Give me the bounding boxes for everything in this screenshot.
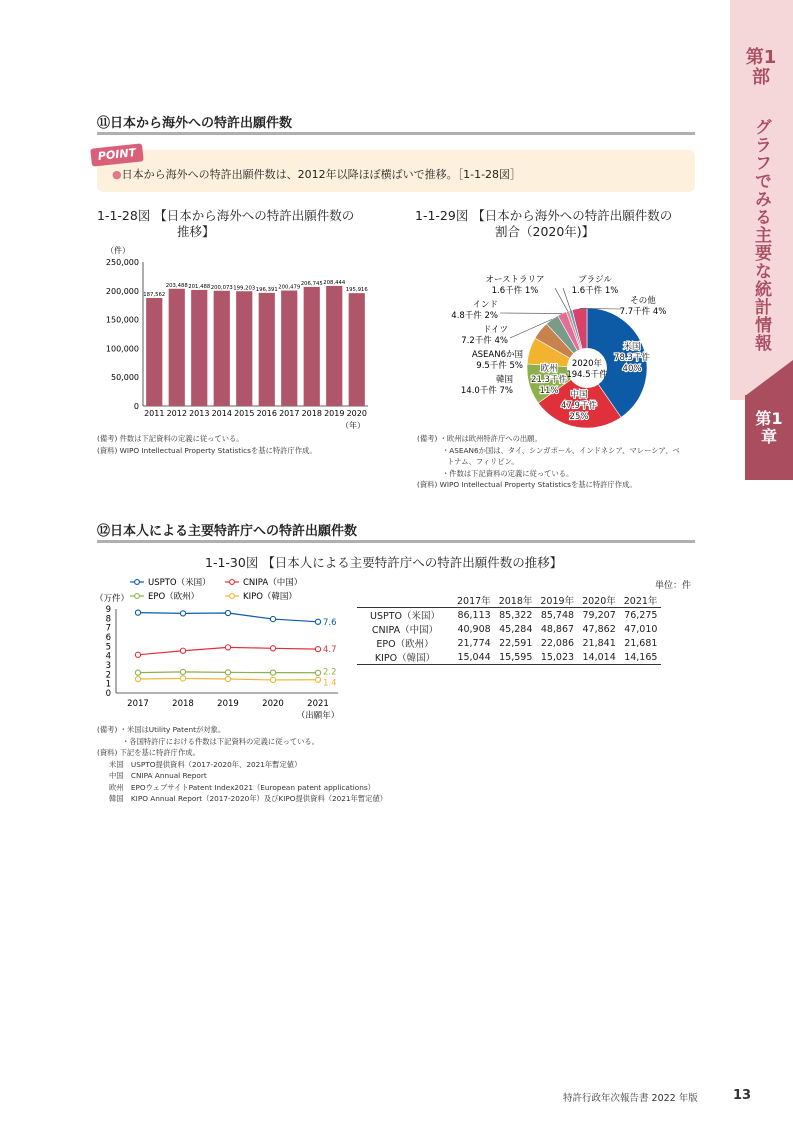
bar-chart bbox=[90, 242, 380, 432]
fig29-title bbox=[415, 208, 672, 240]
bar-value-label: 195,916 bbox=[345, 287, 368, 294]
series-point bbox=[315, 619, 320, 624]
fig30-note-4: 米国 USPTO提供資料（2017-2020年、2021年暫定値） bbox=[109, 759, 302, 769]
table-header: 2021年 bbox=[620, 593, 662, 608]
table-cell: 85,322 bbox=[495, 608, 537, 623]
svg-text:1.6千件 1%: 1.6千件 1% bbox=[571, 286, 619, 296]
bar-category-label: 2019 bbox=[324, 409, 345, 418]
fig30-note-7: 韓国 KIPO Annual Report（2017-2020年）及びKIPO提供資料（2021年暫定値） bbox=[109, 794, 388, 803]
table-cell: 21,681 bbox=[624, 637, 658, 649]
line-chart-xlabel: （出願年） bbox=[296, 711, 340, 721]
side-tab-triangle bbox=[745, 360, 793, 396]
bar bbox=[169, 289, 185, 406]
fig29-title-line2: 割合（2020年)】 bbox=[495, 224, 595, 239]
line-ytick-label: 0 bbox=[105, 689, 111, 699]
point-sentence: 日本から海外への特許出願件数は、2012年以降ほぼ横ばいで推移。［1-1-28図］ bbox=[121, 168, 522, 181]
table-cell: 79,207 bbox=[578, 608, 620, 623]
legend-item bbox=[130, 577, 211, 588]
bar bbox=[191, 290, 207, 406]
line-xtick-label: 2019 bbox=[217, 699, 239, 709]
section11-divider bbox=[97, 132, 695, 135]
table-row-label: CNIPA（中国） bbox=[371, 625, 439, 636]
table-row-label: EPO（欧州） bbox=[376, 639, 434, 650]
series-point bbox=[225, 676, 230, 681]
bar-value-label: 201,488 bbox=[188, 283, 211, 290]
svg-text:ブラジル: ブラジル bbox=[578, 275, 612, 285]
bar-value-label: 199,203 bbox=[233, 285, 256, 292]
table-cell: 21,841 bbox=[582, 637, 616, 649]
table-header-row bbox=[357, 593, 661, 608]
fig30-note-2: ・各国特許庁における件数は下記資料の定義に従っている。 bbox=[122, 736, 320, 746]
table-header: 2018年 bbox=[495, 593, 537, 608]
pie-outer-label bbox=[461, 374, 514, 396]
bar bbox=[349, 293, 365, 406]
line-chart bbox=[90, 574, 350, 724]
table-row-label: USPTO（米国） bbox=[357, 608, 453, 623]
line-ytick-label: 6 bbox=[105, 633, 111, 643]
table-cell: 85,748 bbox=[536, 608, 578, 623]
table-corner bbox=[357, 593, 453, 608]
pie-center-label-total: 194.5千件 bbox=[566, 370, 608, 380]
series-point bbox=[135, 670, 140, 675]
line-ytick-label: 8 bbox=[105, 614, 111, 625]
bar-category-label: 2017 bbox=[279, 409, 300, 418]
bar-ytick-label: 150,000 bbox=[105, 315, 139, 325]
series-end-label: 1.4 bbox=[323, 678, 337, 689]
bar bbox=[259, 293, 275, 406]
svg-text:インド: インド bbox=[472, 300, 498, 310]
bar bbox=[281, 291, 297, 406]
table-cell: 22,086 bbox=[540, 637, 575, 649]
table-header: 2020年 bbox=[578, 593, 620, 608]
fig28-note-1: (備考) 件数は下記資料の定義に従っている。 bbox=[97, 434, 244, 443]
svg-text:欧州: 欧州 bbox=[540, 364, 558, 374]
svg-text:EPO（欧州）: EPO（欧州） bbox=[148, 592, 200, 602]
fig29-notes bbox=[417, 433, 680, 491]
bar-value-label: 200,479 bbox=[278, 284, 301, 291]
svg-text:21.3千件: 21.3千件 bbox=[531, 375, 567, 385]
section12-divider bbox=[97, 540, 695, 543]
bar-ytick-label: 250,000 bbox=[105, 258, 139, 267]
bar bbox=[326, 286, 342, 406]
bar-chart-ylabel: （件） bbox=[106, 246, 130, 255]
fig29-title-line1: 1-1-29図 【日本から海外への特許出願件数の bbox=[415, 208, 673, 223]
table-cell: 86,113 bbox=[453, 608, 495, 623]
fig29-note-3: トナム、フィリピン。 bbox=[447, 457, 519, 466]
svg-text:9.5千件 5%: 9.5千件 5% bbox=[476, 361, 523, 371]
table-row bbox=[357, 608, 661, 623]
fig30-note-1: (備考) ・米国はUtility Patentが対象。 bbox=[97, 725, 226, 734]
svg-text:KIPO（韓国）: KIPO（韓国） bbox=[243, 592, 297, 602]
page-number: 13 bbox=[733, 1088, 752, 1103]
table-cell: 15,044 bbox=[453, 650, 495, 665]
line-ytick-label: 9 bbox=[105, 605, 111, 615]
series-point bbox=[270, 646, 275, 651]
legend-item bbox=[130, 591, 199, 602]
fig28-note-2: (資料) WIPO Intellectual Property Statisticsを基に特許庁作成。 bbox=[97, 445, 317, 455]
series-point bbox=[315, 677, 320, 682]
fig29-note-5: (資料) WIPO Intellectual Property Statisticsを基に特許庁作成。 bbox=[417, 480, 637, 489]
series-point bbox=[135, 652, 140, 657]
bar bbox=[304, 287, 320, 406]
bar-category-label: 2011 bbox=[144, 409, 165, 418]
svg-text:米国: 米国 bbox=[623, 342, 641, 352]
legend-item bbox=[225, 577, 302, 588]
bar-category-label: 2015 bbox=[234, 409, 255, 418]
svg-text:11%: 11% bbox=[539, 386, 559, 396]
svg-text:40%: 40% bbox=[622, 364, 642, 374]
table-header: 2019年 bbox=[536, 593, 578, 608]
svg-text:7.7千件 4%: 7.7千件 4% bbox=[619, 307, 667, 317]
table-row bbox=[357, 636, 661, 650]
bar-value-label: 196,391 bbox=[255, 286, 278, 293]
series-point bbox=[180, 676, 185, 681]
fig30-title: 1-1-30図 【日本人による主要特許庁への特許出願件数の推移】 bbox=[205, 555, 563, 570]
part-label: 第1部 bbox=[745, 47, 777, 88]
series-point bbox=[180, 669, 185, 674]
line-ytick-label: 5 bbox=[105, 642, 111, 653]
fig30-note-5: 中国 CNIPA Annual Report bbox=[109, 771, 207, 780]
fig30-notes bbox=[97, 724, 387, 805]
line-xtick-label: 2017 bbox=[127, 699, 149, 709]
line-ytick-label: 3 bbox=[105, 661, 111, 671]
pie-outer-label bbox=[472, 350, 524, 371]
pie-outer-label bbox=[451, 300, 562, 321]
table-cell: 22,591 bbox=[499, 637, 533, 649]
table-cell: 21,774 bbox=[457, 637, 491, 649]
table-cell: 14,165 bbox=[620, 650, 662, 665]
line-ytick-label: 2 bbox=[105, 670, 111, 681]
fig29-note-2: ・ASEAN6か国は、タイ、シンガポール、インドネシア、マレーシア、ベ bbox=[442, 445, 680, 455]
bar-ytick-label: 100,000 bbox=[105, 344, 139, 354]
line-series bbox=[135, 668, 336, 678]
bar-category-label: 2013 bbox=[189, 409, 210, 418]
bar-category-label: 2020 bbox=[346, 409, 367, 418]
series-point bbox=[315, 670, 320, 675]
table-cell: 40,908 bbox=[457, 623, 491, 635]
svg-text:14.0千件 7%: 14.0千件 7% bbox=[460, 386, 513, 396]
svg-text:オーストラリア: オーストラリア bbox=[485, 275, 545, 285]
line-ytick-label: 7 bbox=[105, 623, 111, 634]
series-end-label: 4.7 bbox=[323, 645, 337, 656]
bar-ytick-label: 200,000 bbox=[105, 286, 139, 296]
fig28-title bbox=[97, 208, 354, 240]
table-row bbox=[357, 650, 661, 665]
table-row-label: KIPO（韓国） bbox=[357, 650, 453, 665]
line-series bbox=[135, 645, 336, 658]
fig30-table bbox=[357, 593, 661, 665]
fig28-title-line2: 推移】 bbox=[177, 224, 215, 239]
line-xtick-label: 2018 bbox=[172, 699, 194, 709]
svg-text:ASEAN6か国: ASEAN6か国 bbox=[471, 350, 523, 360]
section11-title: ⑪日本から海外への特許出願件数 bbox=[97, 116, 293, 131]
table-cell: 45,284 bbox=[499, 623, 533, 635]
fig28-notes bbox=[97, 433, 317, 456]
bar-value-label: 200,073 bbox=[210, 284, 233, 291]
svg-text:その他: その他 bbox=[630, 296, 656, 306]
table-header: 2017年 bbox=[453, 593, 495, 608]
table-cell: 47,010 bbox=[624, 623, 658, 635]
bar-ytick-label: 0 bbox=[133, 402, 139, 411]
line-ytick-label: 4 bbox=[105, 651, 111, 662]
fig29-note-4: ・件数は下記資料の定義に従っている。 bbox=[442, 468, 574, 478]
section12-title: ⑫日本人による主要特許庁への特許出願件数 bbox=[97, 524, 358, 539]
series-point bbox=[270, 677, 275, 682]
line-series bbox=[135, 610, 336, 628]
series-point bbox=[135, 676, 140, 681]
pie-outer-label bbox=[563, 275, 618, 310]
table-cell: 47,862 bbox=[582, 623, 616, 635]
bar-ytick-label: 50,000 bbox=[111, 373, 139, 383]
svg-text:中国: 中国 bbox=[570, 390, 588, 400]
pie-center-label-year: 2020年 bbox=[571, 359, 603, 369]
series-point bbox=[270, 616, 275, 621]
line-ytick-label: 1 bbox=[105, 679, 111, 690]
point-text bbox=[112, 166, 521, 182]
svg-text:47.9千件: 47.9千件 bbox=[561, 401, 597, 411]
line-chart-ylabel: （万件） bbox=[95, 594, 130, 604]
bar-chart-xlabel: （年） bbox=[341, 421, 365, 430]
series-point bbox=[225, 670, 230, 675]
pie-leader-line bbox=[555, 288, 568, 311]
table-cell: 15,595 bbox=[495, 650, 537, 665]
bar-value-label: 203,488 bbox=[165, 282, 188, 289]
pie-chart bbox=[415, 270, 705, 430]
table-row bbox=[357, 622, 661, 636]
series-point bbox=[135, 610, 140, 615]
series-point bbox=[225, 645, 230, 650]
series-end-label: 2.2 bbox=[323, 667, 337, 678]
chapter-label: 第1章 bbox=[755, 409, 783, 446]
svg-text:1.6千件 1%: 1.6千件 1% bbox=[491, 286, 539, 296]
series-point bbox=[315, 647, 320, 652]
table-cell: 48,867 bbox=[540, 623, 575, 635]
footer-title: 特許行政年次報告書 2022 年版 bbox=[563, 1093, 698, 1104]
svg-text:78.3千件: 78.3千件 bbox=[614, 353, 650, 363]
table-cell: 76,275 bbox=[620, 608, 662, 623]
svg-text:韓国: 韓国 bbox=[495, 375, 513, 385]
bar-category-label: 2012 bbox=[166, 409, 187, 418]
series-point bbox=[180, 611, 185, 616]
bar bbox=[146, 298, 162, 406]
part-vertical-title: グラフでみる主要な統計情報 bbox=[751, 118, 771, 352]
bar-category-label: 2018 bbox=[301, 409, 322, 418]
svg-text:ドイツ: ドイツ bbox=[482, 325, 508, 335]
svg-text:7.2千件 4%: 7.2千件 4% bbox=[461, 336, 508, 346]
line-xtick-label: 2021 bbox=[307, 699, 329, 709]
point-badge: POINT bbox=[90, 143, 144, 166]
fig30-unit: 単位：件 bbox=[655, 581, 692, 591]
fig30-note-3: (資料) 下記を基に特許庁作成。 bbox=[97, 748, 200, 757]
table-cell: 15,023 bbox=[536, 650, 578, 665]
legend-item bbox=[225, 591, 297, 602]
series-point bbox=[180, 648, 185, 653]
bar-category-label: 2014 bbox=[211, 409, 232, 418]
series-end-label: 7.6 bbox=[323, 617, 337, 628]
table-cell: 14,014 bbox=[578, 650, 620, 665]
fig29-note-1: (備考) ・欧州は欧州特許庁への出願。 bbox=[417, 434, 542, 443]
fig28-title-line1: 1-1-28図 【日本から海外への特許出願件数の bbox=[97, 208, 355, 223]
pie-leader-line bbox=[563, 288, 571, 310]
bar-value-label: 206,745 bbox=[300, 280, 323, 287]
svg-text:4.8千件 2%: 4.8千件 2% bbox=[451, 311, 498, 321]
bar-category-label: 2016 bbox=[256, 409, 277, 418]
bar-value-label: 208,444 bbox=[323, 279, 346, 286]
bar-value-label: 187,562 bbox=[143, 291, 166, 298]
series-point bbox=[270, 670, 275, 675]
svg-text:USPTO（米国）: USPTO（米国） bbox=[148, 578, 211, 588]
line-xtick-label: 2020 bbox=[262, 699, 284, 709]
svg-text:25%: 25% bbox=[569, 412, 589, 422]
series-point bbox=[225, 610, 230, 615]
point-bullet: ● bbox=[112, 168, 122, 181]
fig30-note-6: 欧州 EPOウェブサイトPatent Index2021（European patent applications） bbox=[109, 782, 375, 792]
bar bbox=[236, 291, 252, 406]
line-series bbox=[135, 676, 336, 689]
svg-text:CNIPA（中国）: CNIPA（中国） bbox=[243, 578, 303, 588]
bar bbox=[214, 291, 230, 406]
